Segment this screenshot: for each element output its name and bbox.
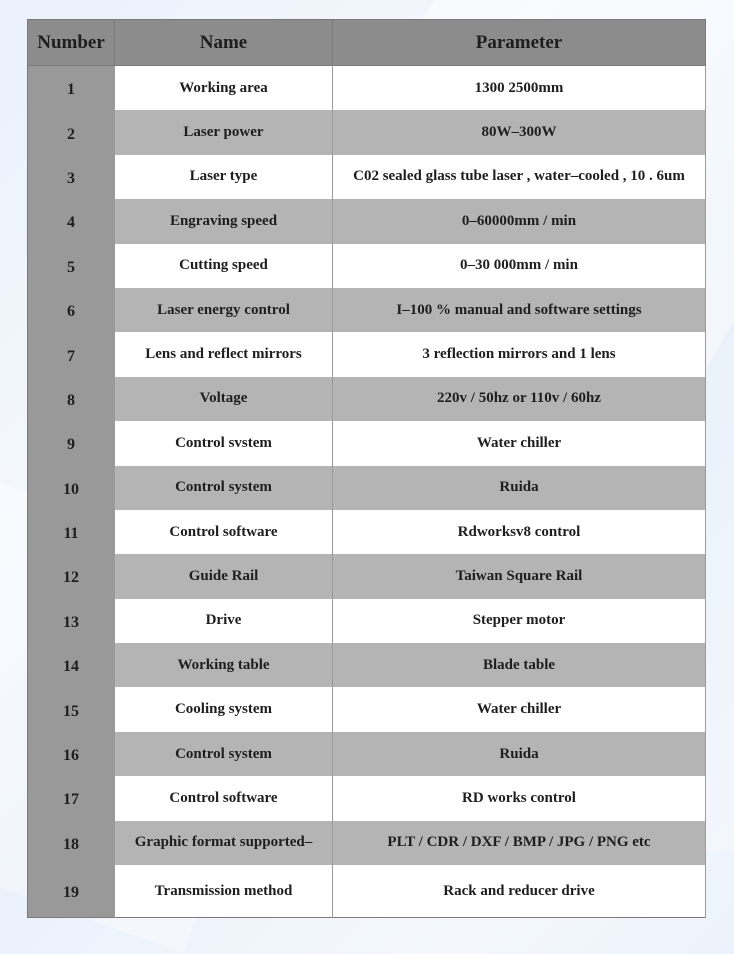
row-parameter: 1300 2500mm	[333, 66, 706, 111]
row-number: 19	[28, 865, 115, 918]
table-row	[28, 244, 706, 288]
row-number: 2	[28, 110, 115, 154]
row-number: 8	[28, 377, 115, 421]
row-number: 10	[28, 466, 115, 510]
row-number: 6	[28, 288, 115, 332]
row-number: 11	[28, 510, 115, 554]
row-name: Laser type	[115, 155, 333, 199]
table-row	[28, 110, 706, 154]
row-parameter: I–100 % manual and software settings	[333, 288, 706, 332]
row-parameter: Water chiller	[333, 421, 706, 465]
row-name: Lens and reflect mirrors	[115, 332, 333, 376]
row-name: Laser energy control	[115, 288, 333, 332]
table-row	[28, 510, 706, 554]
row-parameter: RD works control	[333, 776, 706, 820]
row-number: 7	[28, 332, 115, 376]
row-number: 17	[28, 776, 115, 820]
table-row	[28, 421, 706, 465]
table-row	[28, 599, 706, 643]
row-parameter: PLT / CDR / DXF / BMP / JPG / PNG etc	[333, 821, 706, 865]
row-number: 3	[28, 155, 115, 199]
row-parameter: Stepper motor	[333, 599, 706, 643]
table-row	[28, 643, 706, 687]
row-name: Voltage	[115, 377, 333, 421]
header-parameter: Parameter	[333, 20, 706, 66]
table-row	[28, 554, 706, 598]
row-parameter: Water chiller	[333, 687, 706, 731]
row-parameter: Taiwan Square Rail	[333, 554, 706, 598]
row-parameter: Ruida	[333, 466, 706, 510]
row-name: Cutting speed	[115, 244, 333, 288]
table-row	[28, 732, 706, 776]
table-row	[28, 66, 706, 111]
row-name: Guide Rail	[115, 554, 333, 598]
row-number: 1	[28, 66, 115, 111]
row-name: Engraving speed	[115, 199, 333, 243]
table-row	[28, 466, 706, 510]
row-parameter: Ruida	[333, 732, 706, 776]
row-number: 15	[28, 687, 115, 731]
row-name: Control system	[115, 732, 333, 776]
row-parameter: Blade table	[333, 643, 706, 687]
table-row	[28, 776, 706, 820]
row-parameter: 220v / 50hz or 110v / 60hz	[333, 377, 706, 421]
row-number: 4	[28, 199, 115, 243]
row-name: Laser power	[115, 110, 333, 154]
table-row	[28, 288, 706, 332]
table-row	[28, 332, 706, 376]
row-number: 12	[28, 554, 115, 598]
row-name: Drive	[115, 599, 333, 643]
row-number: 14	[28, 643, 115, 687]
row-parameter: Rack and reducer drive	[333, 865, 706, 918]
header-name: Name	[115, 20, 333, 66]
row-number: 5	[28, 244, 115, 288]
table-row	[28, 155, 706, 199]
row-number: 13	[28, 599, 115, 643]
table-header-row	[28, 20, 706, 66]
row-name: Control software	[115, 510, 333, 554]
row-name: Control svstem	[115, 421, 333, 465]
header-number: Number	[28, 20, 115, 66]
row-parameter: 0–30 000mm / min	[333, 244, 706, 288]
table-row	[28, 865, 706, 918]
row-name: Control software	[115, 776, 333, 820]
table-row	[28, 821, 706, 865]
row-name: Cooling system	[115, 687, 333, 731]
row-parameter: 0–60000mm / min	[333, 199, 706, 243]
spec-table	[27, 19, 706, 918]
row-name: Working area	[115, 66, 333, 111]
row-name: Working table	[115, 643, 333, 687]
row-name: Graphic format supported–	[115, 821, 333, 865]
row-number: 9	[28, 421, 115, 465]
row-parameter: Rdworksv8 control	[333, 510, 706, 554]
table-row	[28, 687, 706, 731]
table-row	[28, 377, 706, 421]
row-parameter: 3 reflection mirrors and 1 lens	[333, 332, 706, 376]
row-name: Transmission method	[115, 865, 333, 918]
table-row	[28, 199, 706, 243]
row-parameter: 80W–300W	[333, 110, 706, 154]
row-name: Control system	[115, 466, 333, 510]
row-number: 18	[28, 821, 115, 865]
row-parameter: C02 sealed glass tube laser , water–cooled , 10 . 6um	[333, 155, 706, 199]
row-number: 16	[28, 732, 115, 776]
